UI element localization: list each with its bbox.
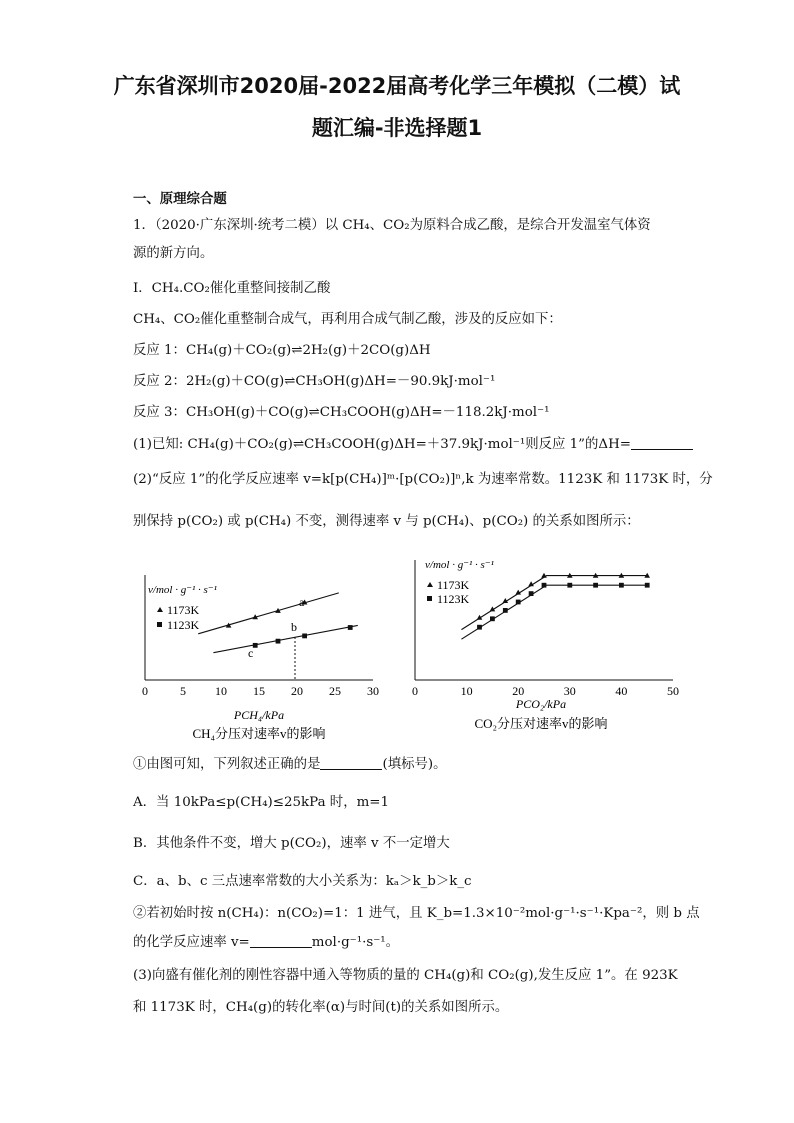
c2-x-tick-label: 30: [563, 684, 576, 698]
chart2-xlabel: PCO₂/kPa: [515, 697, 567, 711]
chart2-caption: CO₂分压对速率v的影响: [474, 716, 608, 731]
chart-co2-pressure: [405, 555, 680, 745]
c1-point-1123K: [348, 625, 353, 630]
chart1-legend: [157, 603, 200, 632]
legend-triangle-marker: [427, 582, 433, 587]
subquestion-2-2-line-2: [133, 931, 399, 950]
c1-x-tick-label: 25: [329, 684, 341, 698]
subquestion-1-text: (1)已知: CH₄(g)＋CO₂(g)⇌CH₃COOH(g)ΔH=＋37.9kJ·mol⁻¹则反应 1”的ΔH=: [133, 437, 631, 452]
c2-x-tick-label: 10: [460, 684, 473, 698]
c2-point-1123K: [542, 583, 547, 588]
subquestion-2-1-text: ①由图可知，下列叙述正确的是: [133, 757, 321, 772]
chart1-annotation-b: b: [291, 620, 297, 634]
subquestion-2-1: [133, 753, 446, 772]
c2-x-tick-label: 50: [667, 684, 679, 698]
chart1-xlabel: PCH₄/kPa: [233, 708, 285, 722]
c2-point-1123K: [593, 583, 598, 588]
chart2-legend-1173k: 1173K: [437, 578, 470, 592]
chart-ch4-pressure: [135, 555, 385, 745]
legend-triangle-marker: [157, 607, 163, 612]
c2-point-1123K: [503, 608, 508, 613]
option-a: A．当 10kPa≤p(CH₄)≤25kPa 时，m=1: [133, 795, 390, 810]
chart1-caption: CH₄分压对速率v的影响: [192, 726, 326, 741]
subquestion-2-2-line-1: ②若初始时按 n(CH₄)：n(CO₂)=1：1 进气，且 K_b=1.3×10⁻²mol·g⁻¹·s⁻¹·Kpa⁻²，则 b 点: [133, 906, 700, 921]
chart1-legend-1173k: 1173K: [167, 603, 200, 617]
section-heading: 一、原理综合题: [133, 192, 227, 207]
legend-square-marker: [157, 622, 162, 627]
c1-point-1123K: [253, 643, 258, 648]
subquestion-2-2-text: 的化学反应速率 v=: [133, 935, 250, 950]
reaction-2: [133, 370, 495, 389]
part-1-description: CH₄、CO₂催化重整制合成气，再利用合成气制乙酸，涉及的反应如下：: [133, 312, 562, 327]
legend-square-marker: [427, 596, 432, 601]
question-intro-line-1: 1．（2020·广东深圳·统考二模）以 CH₄、CO₂为原料合成乙酸，是综合开发温室气体资: [133, 218, 651, 233]
reaction-3: [133, 401, 549, 420]
c2-x-tick-label: 0: [412, 684, 418, 698]
c2-point-1123K: [490, 616, 495, 621]
c1-x-tick-label: 15: [253, 684, 265, 698]
subquestion-3-line-1: (3)向盛有催化剂的刚性容器中通入等物质的量的 CH₄(g)和 CO₂(g),发生反应 1”。在 923K: [133, 968, 678, 983]
c1-point-1123K: [276, 639, 281, 644]
c2-x-tick-label: 40: [615, 684, 628, 698]
subquestion-2-2-unit: mol·g⁻¹·s⁻¹。: [311, 935, 400, 950]
answer-blank-3[interactable]: [250, 935, 312, 948]
reaction-2-label: 反应 2：: [133, 374, 186, 389]
document-title-line-1: 广东省深圳市2020届-2022届高考化学三年模拟（二模）试: [113, 74, 681, 98]
chart1-annotation-c: c: [248, 646, 254, 660]
c1-x-tick-label: 0: [142, 684, 148, 698]
c1-point-1123K: [302, 634, 307, 639]
c2-point-1123K: [477, 625, 482, 630]
subquestion-3-line-2: 和 1173K 时，CH₄(g)的转化率(α)与时间(t)的关系如图所示。: [133, 1000, 509, 1015]
reaction-1-label: 反应 1：: [133, 343, 186, 358]
reaction-3-label: 反应 3：: [133, 405, 186, 420]
reaction-3-equation: CH₃OH(g)＋CO(g)⇌CH₃COOH(g)ΔH=－118.2kJ·mol⁻¹: [185, 405, 550, 420]
document-title-line-2: 题汇编-非选择题1: [311, 116, 483, 140]
c1-x-tick-label: 5: [180, 684, 186, 698]
c2-point-1123K: [567, 583, 572, 588]
c2-point-1173K: [541, 573, 547, 578]
c2-point-1123K: [529, 591, 534, 596]
c2-point-1123K: [516, 600, 521, 605]
chart1-annotation-a: a: [299, 595, 305, 609]
chart2-legend-1123k: 1123K: [437, 592, 470, 606]
chart2-ylabel: v/mol · g⁻¹ · s⁻¹: [425, 559, 494, 571]
subquestion-2-line-2: 别保持 p(CO₂) 或 p(CH₄) 不变，测得速率 v 与 p(CH₄)、p(CO₂) 的关系如图所示：: [133, 514, 640, 529]
option-c: C．a、b、c 三点速率常数的大小关系为：kₐ＞k_b＞k_c: [133, 874, 472, 889]
answer-blank-1[interactable]: [631, 437, 693, 450]
subquestion-2-1-tail: (填标号)。: [382, 757, 447, 772]
c1-x-tick-label: 30: [367, 684, 379, 698]
subquestion-1: [133, 433, 693, 452]
reaction-1: [133, 339, 431, 358]
chart1-legend-1123k: 1123K: [167, 618, 200, 632]
reaction-2-equation: 2H₂(g)＋CO(g)⇌CH₃OH(g)ΔH=－90.9kJ·mol⁻¹: [185, 374, 496, 389]
part-1-title: I．CH₄.CO₂催化重整间接制乙酸: [133, 281, 331, 296]
c1-series-line-1173K: [198, 593, 339, 634]
c1-x-tick-label: 10: [215, 684, 227, 698]
option-b: B．其他条件不变，增大 p(CO₂)，速率 v 不一定增大: [133, 836, 450, 851]
chart2-legend: [427, 578, 470, 606]
question-intro-line-2: 源的新方向。: [133, 246, 214, 261]
reaction-1-equation: CH₄(g)＋CO₂(g)⇌2H₂(g)＋2CO(g)ΔH: [185, 343, 431, 358]
c1-series-line-1123K: [213, 625, 357, 652]
c2-x-tick-label: 20: [512, 684, 525, 698]
subquestion-2-line-1: (2)“反应 1”的化学反应速率 v=k[p(CH₄)]ᵐ·[p(CO₂)]ⁿ,k 为速率常数。1123K 和 1173K 时，分: [133, 472, 713, 487]
chart1-ylabel: v/mol · g⁻¹ · s⁻¹: [148, 584, 217, 596]
c1-x-tick-label: 20: [291, 684, 303, 698]
c2-point-1123K: [619, 583, 624, 588]
answer-blank-2[interactable]: [320, 757, 382, 770]
c2-point-1123K: [645, 583, 650, 588]
